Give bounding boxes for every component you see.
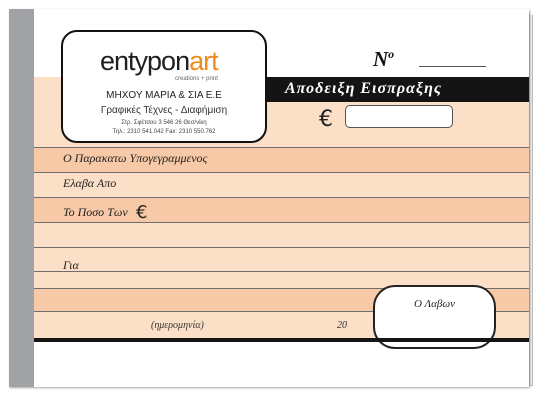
receipt-number-line[interactable]: [419, 66, 486, 67]
receipt-number-label: $N^o$: [373, 47, 395, 71]
company-phones: Τηλ.: 2310 541.042 Fax: 2310 550.762: [112, 129, 216, 135]
pad-binding-strip: [9, 9, 34, 387]
company-logo-box: [61, 30, 267, 143]
field-received-from: Ελαβα Απο: [63, 176, 117, 190]
company-address: Στρ. Σφέτσου 3 546 26 Θεσ/νίκη: [121, 120, 207, 126]
row-divider: [34, 247, 529, 248]
row-divider: [34, 222, 529, 223]
row-divider: [34, 147, 529, 148]
amount-input-box[interactable]: [345, 105, 453, 128]
row-divider: [34, 172, 529, 173]
logo-tagline: creations + print: [175, 76, 218, 82]
bottom-bar: [34, 338, 529, 342]
field-undersigned: Ο Παρακατω Υπογεγραμμενος: [63, 151, 208, 165]
field-for: Για: [63, 258, 79, 272]
company-name: ΜΗΧΟΥ ΜΑΡΙΑ & ΣΙΑ Ε.Ε: [106, 90, 222, 101]
receipt-form: [9, 9, 529, 387]
row-divider: [34, 271, 529, 272]
euro-icon: €: [136, 202, 148, 223]
receipt-title: Αποδειξη Εισπραξης: [285, 80, 443, 97]
row-divider: [34, 197, 529, 198]
company-services: Γραφικές Τέχνες - Διαφήμιση: [100, 105, 228, 116]
date-label: (ημερομηνία): [151, 320, 204, 331]
company-logo: entyponart: [100, 46, 218, 76]
field-amount-of: Το Ποσο Των: [63, 205, 128, 219]
receiver-label: Ο Λαβων: [413, 298, 456, 310]
euro-icon: €: [319, 107, 333, 132]
year-prefix: 20: [337, 320, 347, 331]
